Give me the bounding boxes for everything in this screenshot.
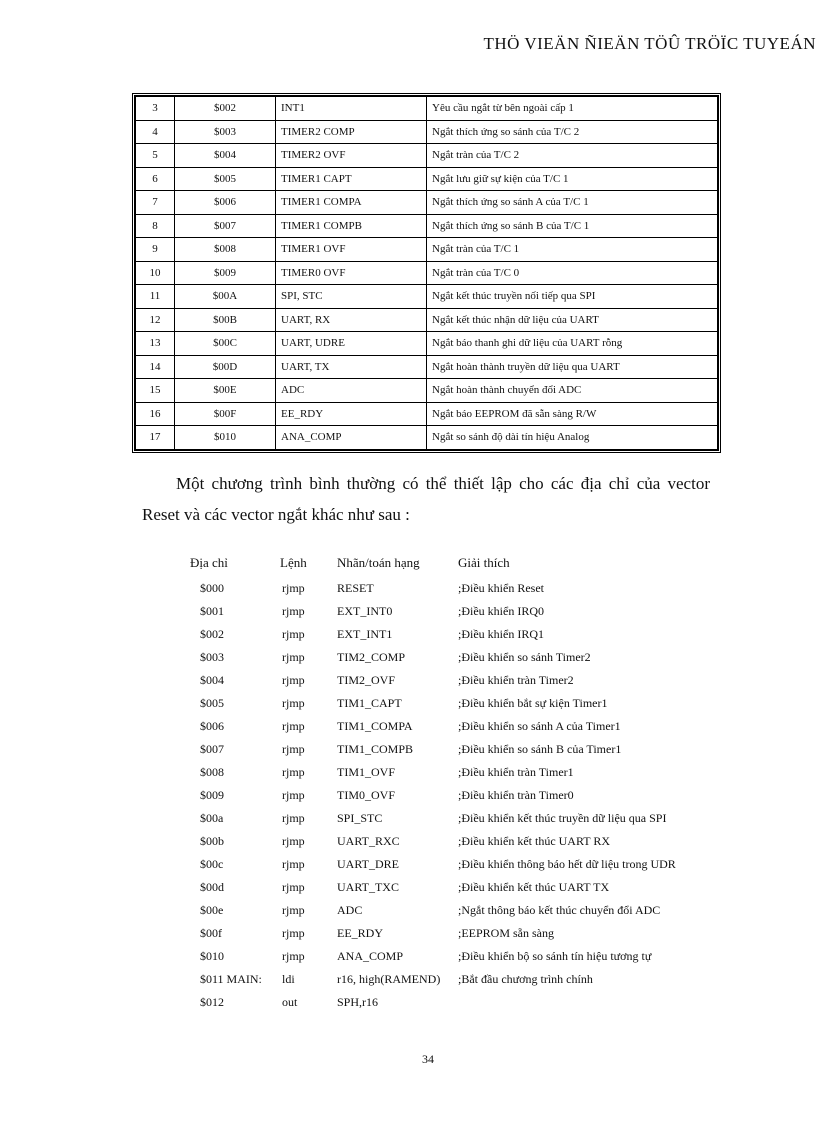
program-address-cell: $008 (175, 238, 276, 262)
table-row (136, 238, 718, 262)
source-cell: INT1 (276, 97, 427, 121)
code-operand: ANA_COMP (337, 949, 404, 963)
code-instruction: rjmp (282, 949, 305, 963)
paragraph-line-2: Reset và các vector ngắt khác như sau : (142, 505, 410, 524)
vector-number-cell: 10 (136, 261, 175, 285)
code-instruction: ldi (282, 972, 295, 986)
table-row (136, 332, 718, 356)
header-instruction: Lệnh (280, 555, 307, 570)
code-instruction: rjmp (282, 903, 305, 917)
code-comment: ;Điều khiển IRQ1 (458, 627, 544, 641)
program-address-cell: $00A (175, 285, 276, 309)
table-row (136, 144, 718, 168)
code-comment: ;Điều khiển kết thúc truyền dữ liệu qua SPI (458, 811, 667, 825)
code-comment: ;Ngắt thông báo kết thúc chuyển đổi ADC (458, 903, 661, 917)
source-cell: UART, UDRE (276, 332, 427, 356)
source-cell: ADC (276, 379, 427, 403)
definition-cell: Ngắt thích ứng so sánh B của T/C 1 (427, 214, 718, 238)
vector-number-cell: 6 (136, 167, 175, 191)
code-operand: TIM1_COMPB (337, 742, 414, 756)
table-row (136, 379, 718, 403)
definition-cell: Ngắt kết thúc truyền nối tiếp qua SPI (427, 285, 718, 309)
program-address-cell: $00F (175, 402, 276, 426)
paragraph-line-1: Một chương trình bình thường có thể thiết lập cho các địa chỉ của vector (176, 474, 710, 493)
program-address-cell: $010 (175, 426, 276, 450)
code-comment: ;Điều khiển tràn Timer1 (458, 765, 574, 779)
code-operand: SPI_STC (337, 811, 383, 825)
code-operand: EXT_INT1 (337, 627, 393, 641)
vector-number-cell: 12 (136, 308, 175, 332)
code-operand: UART_DRE (337, 857, 399, 871)
definition-cell: Ngắt thích ứng so sánh A của T/C 1 (427, 191, 718, 215)
program-address-cell: $009 (175, 261, 276, 285)
table-row (136, 402, 718, 426)
source-cell: TIMER2 COMP (276, 120, 427, 144)
code-operand: EE_RDY (337, 926, 383, 940)
code-instruction: rjmp (282, 581, 305, 595)
code-instruction: rjmp (282, 696, 305, 710)
code-instruction: rjmp (282, 811, 305, 825)
page-number: 34 (422, 1052, 434, 1066)
code-address: $00f (200, 926, 222, 940)
code-address: $00e (200, 903, 224, 917)
code-comment: ;Điều khiển kết thúc UART TX (458, 880, 610, 894)
table-row (136, 191, 718, 215)
source-cell: UART, RX (276, 308, 427, 332)
code-instruction: rjmp (282, 926, 305, 940)
code-operand: UART_TXC (337, 880, 399, 894)
code-address: $00d (200, 880, 224, 894)
program-address-cell: $004 (175, 144, 276, 168)
header-operand: Nhãn/toán hạng (337, 555, 420, 570)
vector-number-cell: 3 (136, 97, 175, 121)
source-cell: TIMER0 OVF (276, 261, 427, 285)
code-address: $007 (200, 742, 224, 756)
definition-cell: Ngắt kết thúc nhận dữ liệu của UART (427, 308, 718, 332)
code-instruction: rjmp (282, 604, 305, 618)
code-address: $002 (200, 627, 224, 641)
vector-number-cell: 7 (136, 191, 175, 215)
code-address: $011 MAIN: (200, 972, 262, 986)
body-paragraph (142, 468, 710, 530)
code-operand: TIM0_OVF (337, 788, 396, 802)
code-comment: ;Điều khiển kết thúc UART RX (458, 834, 611, 848)
table-row (136, 426, 718, 450)
code-comment: ;Điều khiển bộ so sánh tín hiệu tương tự (458, 949, 652, 963)
code-operand: TIM1_OVF (337, 765, 396, 779)
vector-number-cell: 4 (136, 120, 175, 144)
code-comment: ;Điều khiển IRQ0 (458, 604, 544, 618)
code-comment: ;EEPROM sẵn sàng (458, 926, 554, 940)
code-instruction: out (282, 995, 298, 1009)
code-comment: ;Điều khiển tràn Timer0 (458, 788, 574, 802)
definition-cell: Ngắt báo thanh ghi dữ liệu của UART rỗng (427, 332, 718, 356)
vector-number-cell: 8 (136, 214, 175, 238)
source-cell: SPI, STC (276, 285, 427, 309)
definition-cell: Ngắt báo EEPROM đã sẵn sàng R/W (427, 402, 718, 426)
code-operand: SPH,r16 (337, 995, 379, 1009)
code-instruction: rjmp (282, 857, 305, 871)
table-row (136, 214, 718, 238)
program-address-cell: $00D (175, 355, 276, 379)
definition-cell: Ngắt lưu giữ sự kiện của T/C 1 (427, 167, 718, 191)
page-header-title: THÖ VIEÄN ÑIEÄN TÖÛ TRÖÏC TUYEÁN (483, 34, 816, 53)
definition-cell: Ngắt hoàn thành truyền dữ liệu qua UART (427, 355, 718, 379)
table-row (136, 308, 718, 332)
definition-cell: Ngắt tràn của T/C 0 (427, 261, 718, 285)
code-instruction: rjmp (282, 650, 305, 664)
code-operand: TIM1_COMPA (337, 719, 413, 733)
definition-cell: Yêu cầu ngắt từ bên ngoài cấp 1 (427, 97, 718, 121)
code-comment: ;Điều khiển Reset (458, 581, 544, 595)
vector-number-cell: 14 (136, 355, 175, 379)
source-cell: TIMER1 COMPA (276, 191, 427, 215)
definition-cell: Ngắt so sánh độ dài tín hiệu Analog (427, 426, 718, 450)
vector-number-cell: 9 (136, 238, 175, 262)
source-cell: TIMER1 COMPB (276, 214, 427, 238)
table-row (136, 355, 718, 379)
code-address: $00a (200, 811, 224, 825)
program-address-cell: $007 (175, 214, 276, 238)
source-cell: TIMER2 OVF (276, 144, 427, 168)
code-address: $00b (200, 834, 224, 848)
program-address-cell: $003 (175, 120, 276, 144)
code-comment: ;Điều khiển so sánh Timer2 (458, 650, 591, 664)
code-address: $010 (200, 949, 224, 963)
table-row (136, 97, 718, 121)
code-instruction: rjmp (282, 627, 305, 641)
program-address-cell: $00B (175, 308, 276, 332)
interrupt-vector-table (132, 93, 721, 453)
code-comment: ;Bắt đầu chương trình chính (458, 972, 593, 986)
definition-cell: Ngắt tràn của T/C 1 (427, 238, 718, 262)
code-address: $008 (200, 765, 224, 779)
header-address: Địa chỉ (190, 555, 228, 570)
table-row (136, 120, 718, 144)
code-comment: ;Điều khiển bắt sự kiện Timer1 (458, 696, 608, 710)
code-comment: ;Điều khiển so sánh B của Timer1 (458, 742, 622, 756)
table-row (136, 167, 718, 191)
code-comment: ;Điều khiển thông báo hết dữ liệu trong UDR (458, 857, 676, 871)
program-address-cell: $005 (175, 167, 276, 191)
header-comment: Giải thích (458, 555, 510, 570)
source-cell: EE_RDY (276, 402, 427, 426)
table-row (136, 285, 718, 309)
program-address-cell: $006 (175, 191, 276, 215)
vector-number-cell: 17 (136, 426, 175, 450)
code-instruction: rjmp (282, 765, 305, 779)
definition-cell: Ngắt tràn của T/C 2 (427, 144, 718, 168)
vector-number-cell: 16 (136, 402, 175, 426)
source-cell: ANA_COMP (276, 426, 427, 450)
code-instruction: rjmp (282, 880, 305, 894)
code-address: $00c (200, 857, 224, 871)
code-operand: ADC (337, 903, 363, 917)
code-instruction: rjmp (282, 719, 305, 733)
code-instruction: rjmp (282, 742, 305, 756)
vector-number-cell: 5 (136, 144, 175, 168)
definition-cell: Ngắt thích ứng so sánh của T/C 2 (427, 120, 718, 144)
code-address: $001 (200, 604, 224, 618)
program-address-cell: $00C (175, 332, 276, 356)
vector-number-cell: 11 (136, 285, 175, 309)
code-address: $003 (200, 650, 224, 664)
code-operand: UART_RXC (337, 834, 400, 848)
code-comment: ;Điều khiển tràn Timer2 (458, 673, 574, 687)
code-address: $006 (200, 719, 224, 733)
vector-number-cell: 13 (136, 332, 175, 356)
table-row (136, 261, 718, 285)
definition-cell: Ngắt hoàn thành chuyển đổi ADC (427, 379, 718, 403)
code-operand: TIM2_OVF (337, 673, 396, 687)
code-instruction: rjmp (282, 673, 305, 687)
code-address: $012 (200, 995, 224, 1009)
code-address: $004 (200, 673, 224, 687)
code-operand: TIM1_CAPT (337, 696, 402, 710)
source-cell: TIMER1 CAPT (276, 167, 427, 191)
code-operand: EXT_INT0 (337, 604, 393, 618)
source-cell: TIMER1 OVF (276, 238, 427, 262)
code-operand: r16, high(RAMEND) (337, 972, 441, 986)
code-address: $000 (200, 581, 224, 595)
program-address-cell: $00E (175, 379, 276, 403)
source-cell: UART, TX (276, 355, 427, 379)
code-address: $009 (200, 788, 224, 802)
code-instruction: rjmp (282, 788, 305, 802)
code-instruction: rjmp (282, 834, 305, 848)
code-operand: RESET (337, 581, 374, 595)
program-address-cell: $002 (175, 97, 276, 121)
code-operand: TIM2_COMP (337, 650, 406, 664)
code-comment: ;Điều khiển so sánh A của Timer1 (458, 719, 621, 733)
vector-number-cell: 15 (136, 379, 175, 403)
code-address: $005 (200, 696, 224, 710)
